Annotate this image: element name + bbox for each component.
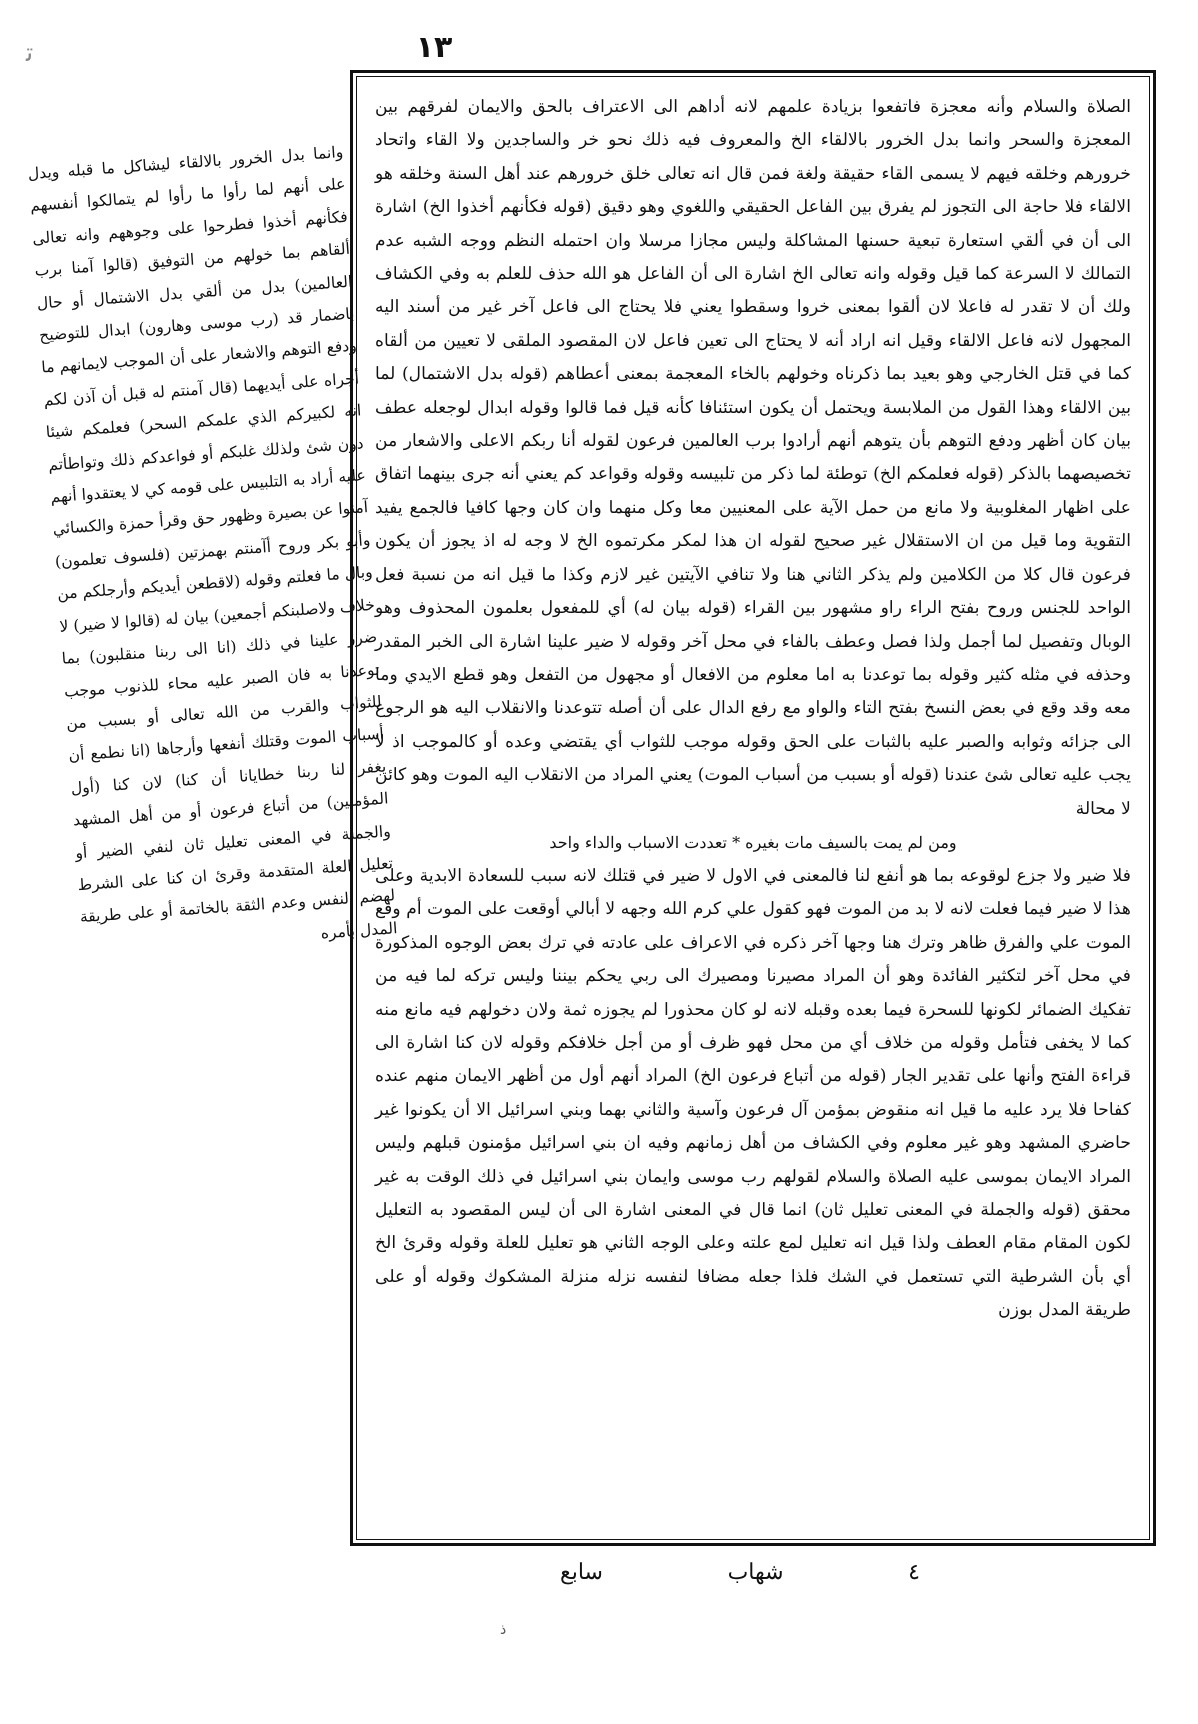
bottom-ink-mark: ﺫ — [500, 1622, 507, 1638]
signature-word-shihab: شهاب — [727, 1560, 784, 1585]
main-text-frame — [356, 76, 1150, 1540]
signature-word-sabi: سابع — [560, 1560, 603, 1585]
corner-ink-mark: ﺗ — [26, 38, 34, 68]
margin-commentary: وانما بدل الخرور بالالقاء ليشاكل ما قبله ويدل على أنهم لما رأوا ما رأوا لم يتمالكوا أنفسهم فكأنهم أخذوا فطرحوا على وجوههم وانه تعالى ألقاهم بما خولهم من التوفيق (قالوا آمنا برب العالمين) بدل من ألقي بدل الاشتمال أو حال باضمار قد (رب موسى وهارون) ابدال للتوضيح ودفع التوهم والاشعار على أن الموجب لايمانهم ما أجراه على أيديهما (قال آمنتم له قبل أن آذن لكم انه لكبيركم الذي علمكم السحر) فعلمكم شيئا دون شئ ولذلك غلبكم أو فواعدكم ذلك وتواطأتم عليه أراد به التلبيس على قومه كي لا يعتقدوا أنهم آمنوا عن بصيرة وظهور حق وقرأ حمزة والكسائي وأبو بكر وروح أآمنتم بهمزتين (فلسوف تعلمون) وبال ما فعلتم وقوله (لاقطعن أيديكم وأرجلكم من خلاف ولاصلبنكم أجمعين) بيان له (قالوا لا ضير) لا ضرر علينا في ذلك (انا الى ربنا منقلبون) بما توعدنا به فان الصبر عليه محاء للذنوب موجب للثواب والقرب من الله تعالى أو بسبب من أسباب الموت وقتلك أنفعها وأرجاها (انا نطمع أن يغفر لنا ربنا خطايانا أن كنا) لان كنا (أول المؤمنين) من أتباع فرعون أو من أهل المشهد والجملة في المعنى تعليل ثان لنفي الضير أو تعليل العلة المتقدمة وقرئ ان كنا على الشرط لهضم النفس وعدم الثقة بالخاتمة أو على طريقة المدل بأمره — [27, 142, 398, 943]
main-paragraph-1: الصلاة والسلام وأنه معجزة فاتفعوا بزيادة علمهم لانه أداهم الى الاعتراف بالحق والايمان لفرقهم بين المعجزة والسحر وانما بدل الخرور بالالقاء الخ والمعروف فيه ذلك نحو خر والساجدين ولا القاء واتحاد خرورهم وخلقه فيهم لا يسمى القاء حقيقة ولغة فمن قال انه تعالى خلق خرورهم عند أهل السنة وخلقه هو الالقاء فلا حاجة الى التجوز لم يفرق بين الفاعل الحقيقي واللغوي وهو دقيق (قوله فكأنهم أخذوا الخ) اشارة الى أن في ألقي استعارة تبعية حسنها المشاكلة وليس مجازا مرسلا وان احتمله النظم ووجه الشبه عدم التمالك لا السرعة كما قيل وقوله وانه تعالى الخ اشارة الى أن الفاعل هو الله حذف للعلم به وفي الكشاف ولك أن لا تقدر له فاعلا لان ألقوا بمعنى خروا وسقطوا يعني فلا يحتاج الى فاعل آخر غير من أسند اليه المجهول لانه فاعل الالقاء وقيل انه اراد أنه لا يحتاج الى تعين فاعل لان المقصود الملقى لا تعيين من ألقاه كما في قتل الخارجي وهو بعيد بما ذكرناه وخولهم بالخاء المعجمة بمعنى أعطاهم (قوله بدل الاشتمال) لما بين الالقاء وهذا القول من الملابسة ويحتمل أن يكون استئنافا كأنه قيل فما قالوا وقوله ابدال لوجعله عطف بيان كان أظهر ودفع التوهم بأن يتوهم أنهم أرادوا برب العالمين فرعون لقوله أنا ربكم الاعلى والاشعار من تخصيصهما بالذكر (قوله فعلمكم الخ) توطئة لما ذكر من تلبيسه وقوله وقواعد كم يعني أنه جرى بينهما اتفاق على اظهار المغلوبية ولا مانع من حمل الآية على المعنيين معا وكل منهما وان كان وجها كافيا فالجمع يفيد التقوية وما قيل من ان الاستقلال غير صحيح لقوله ان هذا لمكر مكرتموه الخ لا وجه له اذ يجوز أن يكون فرعون قال كلا من الكلامين ولم يذكر الثاني هنا ولا تنافي الآيتين غير لازم وكذا ما قيل انه من نسبة فعل الواحد للجنس وروح بفتح الراء راو مشهور بين القراء (قوله بيان له) أي للمفعول بعلمون المحذوف وهو الوبال وتفصيل لما أجمل ولذا فصل وعطف بالفاء في محل آخر وقوله لا ضير علينا اشارة الى الخبر المقدر وحذفه في مثله كثير وقوله بما توعدنا به اما معلوم من الافعال أو مجهول من التفعل وهو قطع الايدي وما معه وقد وقع في بعض النسخ بفتح التاء والواو مع رفع الدال على أن أصله تتوعدنا والانقلاب اليه هو الرجوع الى جزائه وثوابه والصبر عليه بالثبات على الحق وقوله موجب للثواب أي يقتضي وعده أو كالموجب اذ لا يجب عليه تعالى شئ عندنا (قوله أو بسبب من أسباب الموت) يعني المراد من الانقلاب اليه الموت وهو كائن لا محالة — [375, 97, 1131, 819]
signature-line — [560, 1560, 920, 1585]
poetry-verse: ومن لم يمت بالسيف مات بغيره * تعددت الاسباب والداء واحد — [549, 832, 957, 852]
page-number: ١٣ — [415, 30, 453, 65]
main-paragraph-2: فلا ضير ولا جزع لوقوعه بما هو أنفع لنا فالمعنى في الاول لا ضير في قتلك لانه سبب للسعادة الابدية وعلى هذا لا ضير فيما فعلت لانه لا بد من الموت فهو كقول علي كرم الله وجهه لا أبالي أوقعت على الموت أم وقع الموت علي والفرق ظاهر وترك هنا وجها آخر ذكره في الاعراف على عادته في ترك بعض الوجوه المذكورة في محل آخر لتكثير الفائدة وهو أن المراد مصيرنا ومصيرك الى ربي يحكم بيننا وليس تركه لما فيه من تفكيك الضمائر لكونها للسحرة فيما بعده وقبله لانه لو كان محذورا لم يجوزه ثمة ولان دخولهم فيه مانع منه كما لا يخفى فتأمل وقوله من خلاف أي من محل فهو ظرف أو من أجل خلافكم وقوله لان كنا اشارة الى قراءة الفتح وأنها على تقدير الجار (قوله من أتباع فرعون الخ) المراد أنهم أول من أظهر الايمان منهم عنده كفاحا فلا يرد عليه ما قيل انه منقوض بمؤمن آل فرعون وآسية والثاني بهما وبني اسرائيل الا أن يكونوا غير حاضري المشهد وهو غير معلوم وفي الكشاف من أهل زمانهم وفيه ان بني اسرائيل مؤمنون قبلهم وليس المراد الايمان بموسى عليه الصلاة والسلام لقولهم رب موسى وايمان بني اسرائيل في ذلك الوقت به غير محقق (قوله والجملة في المعنى تعليل ثان) انما قال في المعنى اشارة الى أن ليس المقصود به التعليل لكون المقام مقام العطف ولذا قيل انه تعليل لمع علته وعلى الوجه الثاني هو تعليل للعلة وقوله وقرئ الخ أي بأن الشرطية التي تستعمل في الشك فلذا جعله مضافا لنفسه نزله منزلة المشكوك وقوله أو على طريقة المدل بوزن — [375, 865, 1131, 1321]
signature-number: ٤ — [908, 1560, 920, 1585]
